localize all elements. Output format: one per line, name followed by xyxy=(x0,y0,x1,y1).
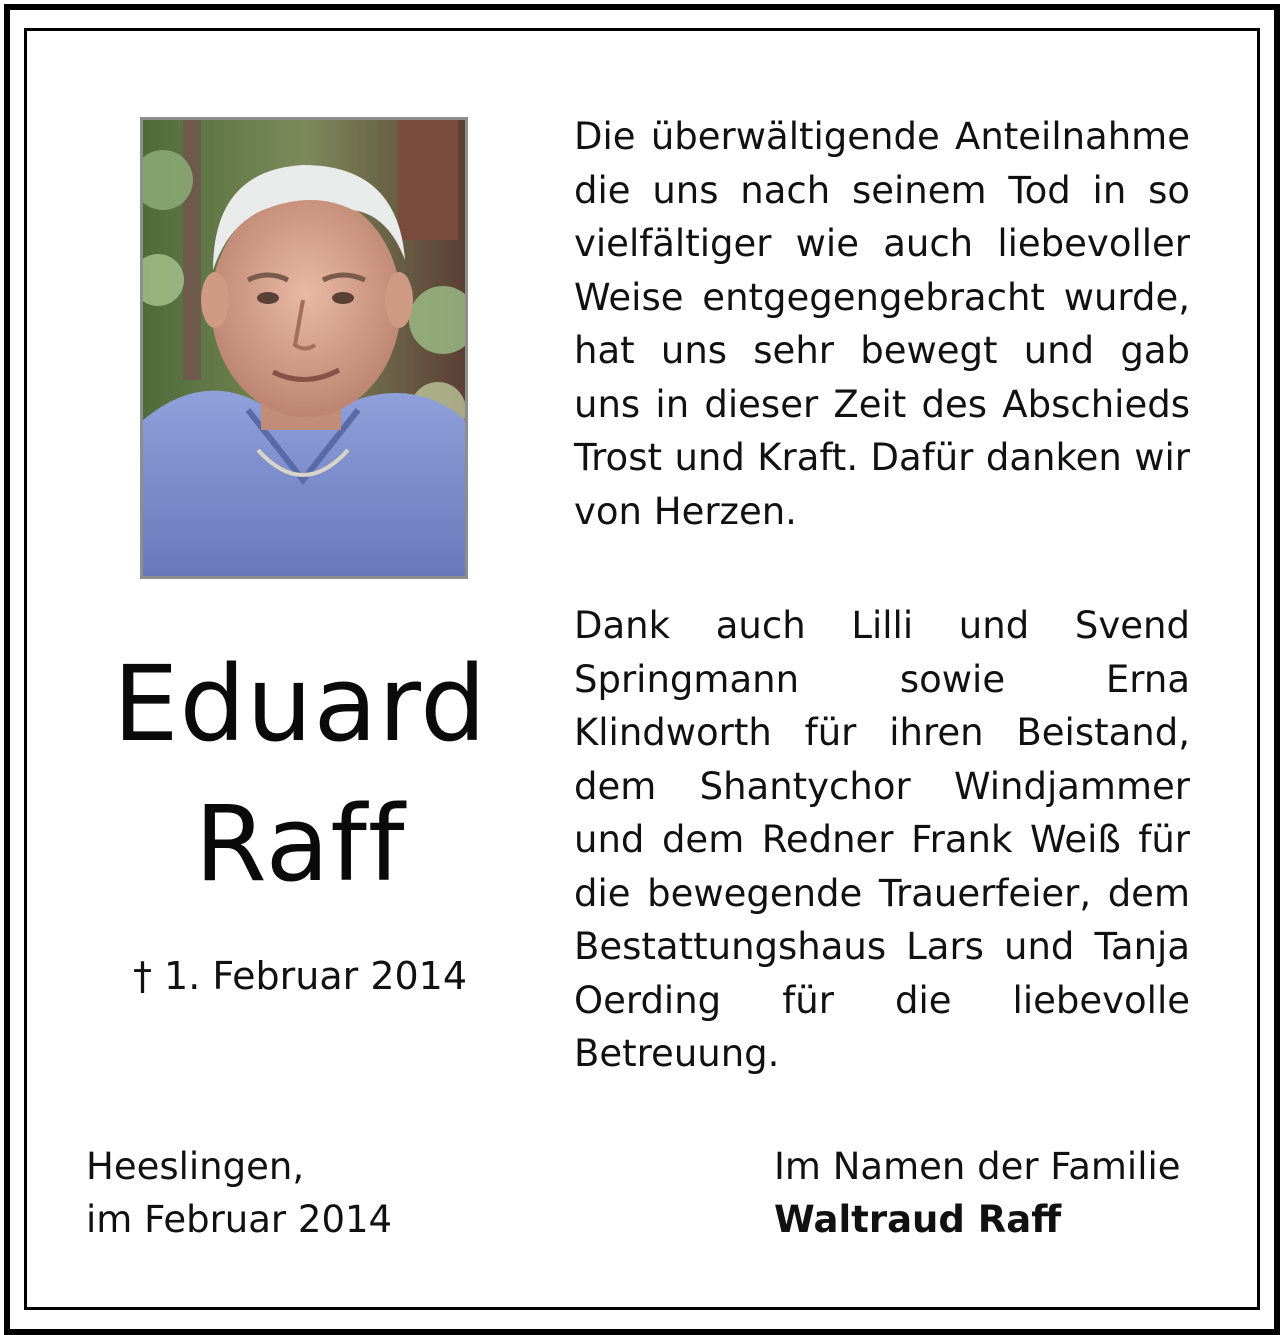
signature-block xyxy=(774,1140,1190,1246)
signature-name: Waltraud Raff xyxy=(774,1198,1062,1241)
text-line: Oerding für die liebevolle xyxy=(574,978,1190,1022)
thanks-paragraph-1 xyxy=(574,110,1190,538)
text-line: die bewegende Trauerfeier, dem xyxy=(574,871,1190,915)
text-line: hat uns sehr bewegt und gab xyxy=(574,329,1190,372)
date-line: im Februar 2014 xyxy=(86,1198,393,1241)
deceased-first-name: Eduard xyxy=(112,643,488,765)
text-line: und dem Redner Frank Weiß für xyxy=(574,818,1190,861)
death-date: † 1. Februar 2014 xyxy=(132,954,468,998)
text-line: Springmann sowie Erna xyxy=(574,657,1190,701)
text-line: vielfältiger wie auch liebevoller xyxy=(574,222,1190,265)
text-line: Betreuung. xyxy=(574,1032,780,1075)
text-line: Bestattungshaus Lars und Tanja xyxy=(574,925,1190,968)
portrait-photo xyxy=(140,117,468,579)
place-and-date xyxy=(86,1140,392,1246)
text-line: Dank auch Lilli und Svend xyxy=(574,604,1190,647)
text-line: die uns nach seinem Tod in so xyxy=(574,168,1190,212)
text-line: Klindworth für ihren Beistand, xyxy=(574,711,1190,754)
text-line: uns in dieser Zeit des Abschieds xyxy=(574,382,1190,426)
text-line: dem Shantychor Windjammer xyxy=(574,764,1190,808)
text-line: von Herzen. xyxy=(574,489,797,533)
text-line: Trost und Kraft. Dafür danken wir xyxy=(574,436,1190,479)
deceased-last-name: Raff xyxy=(194,783,406,905)
signature-intro: Im Namen der Familie xyxy=(774,1145,1181,1188)
place-line: Heeslingen, xyxy=(86,1145,305,1188)
thanks-paragraph-2 xyxy=(574,599,1190,1081)
text-line: Weise entgegengebracht wurde, xyxy=(574,275,1190,319)
text-line: Die überwältigende Anteilnahme xyxy=(574,115,1190,158)
